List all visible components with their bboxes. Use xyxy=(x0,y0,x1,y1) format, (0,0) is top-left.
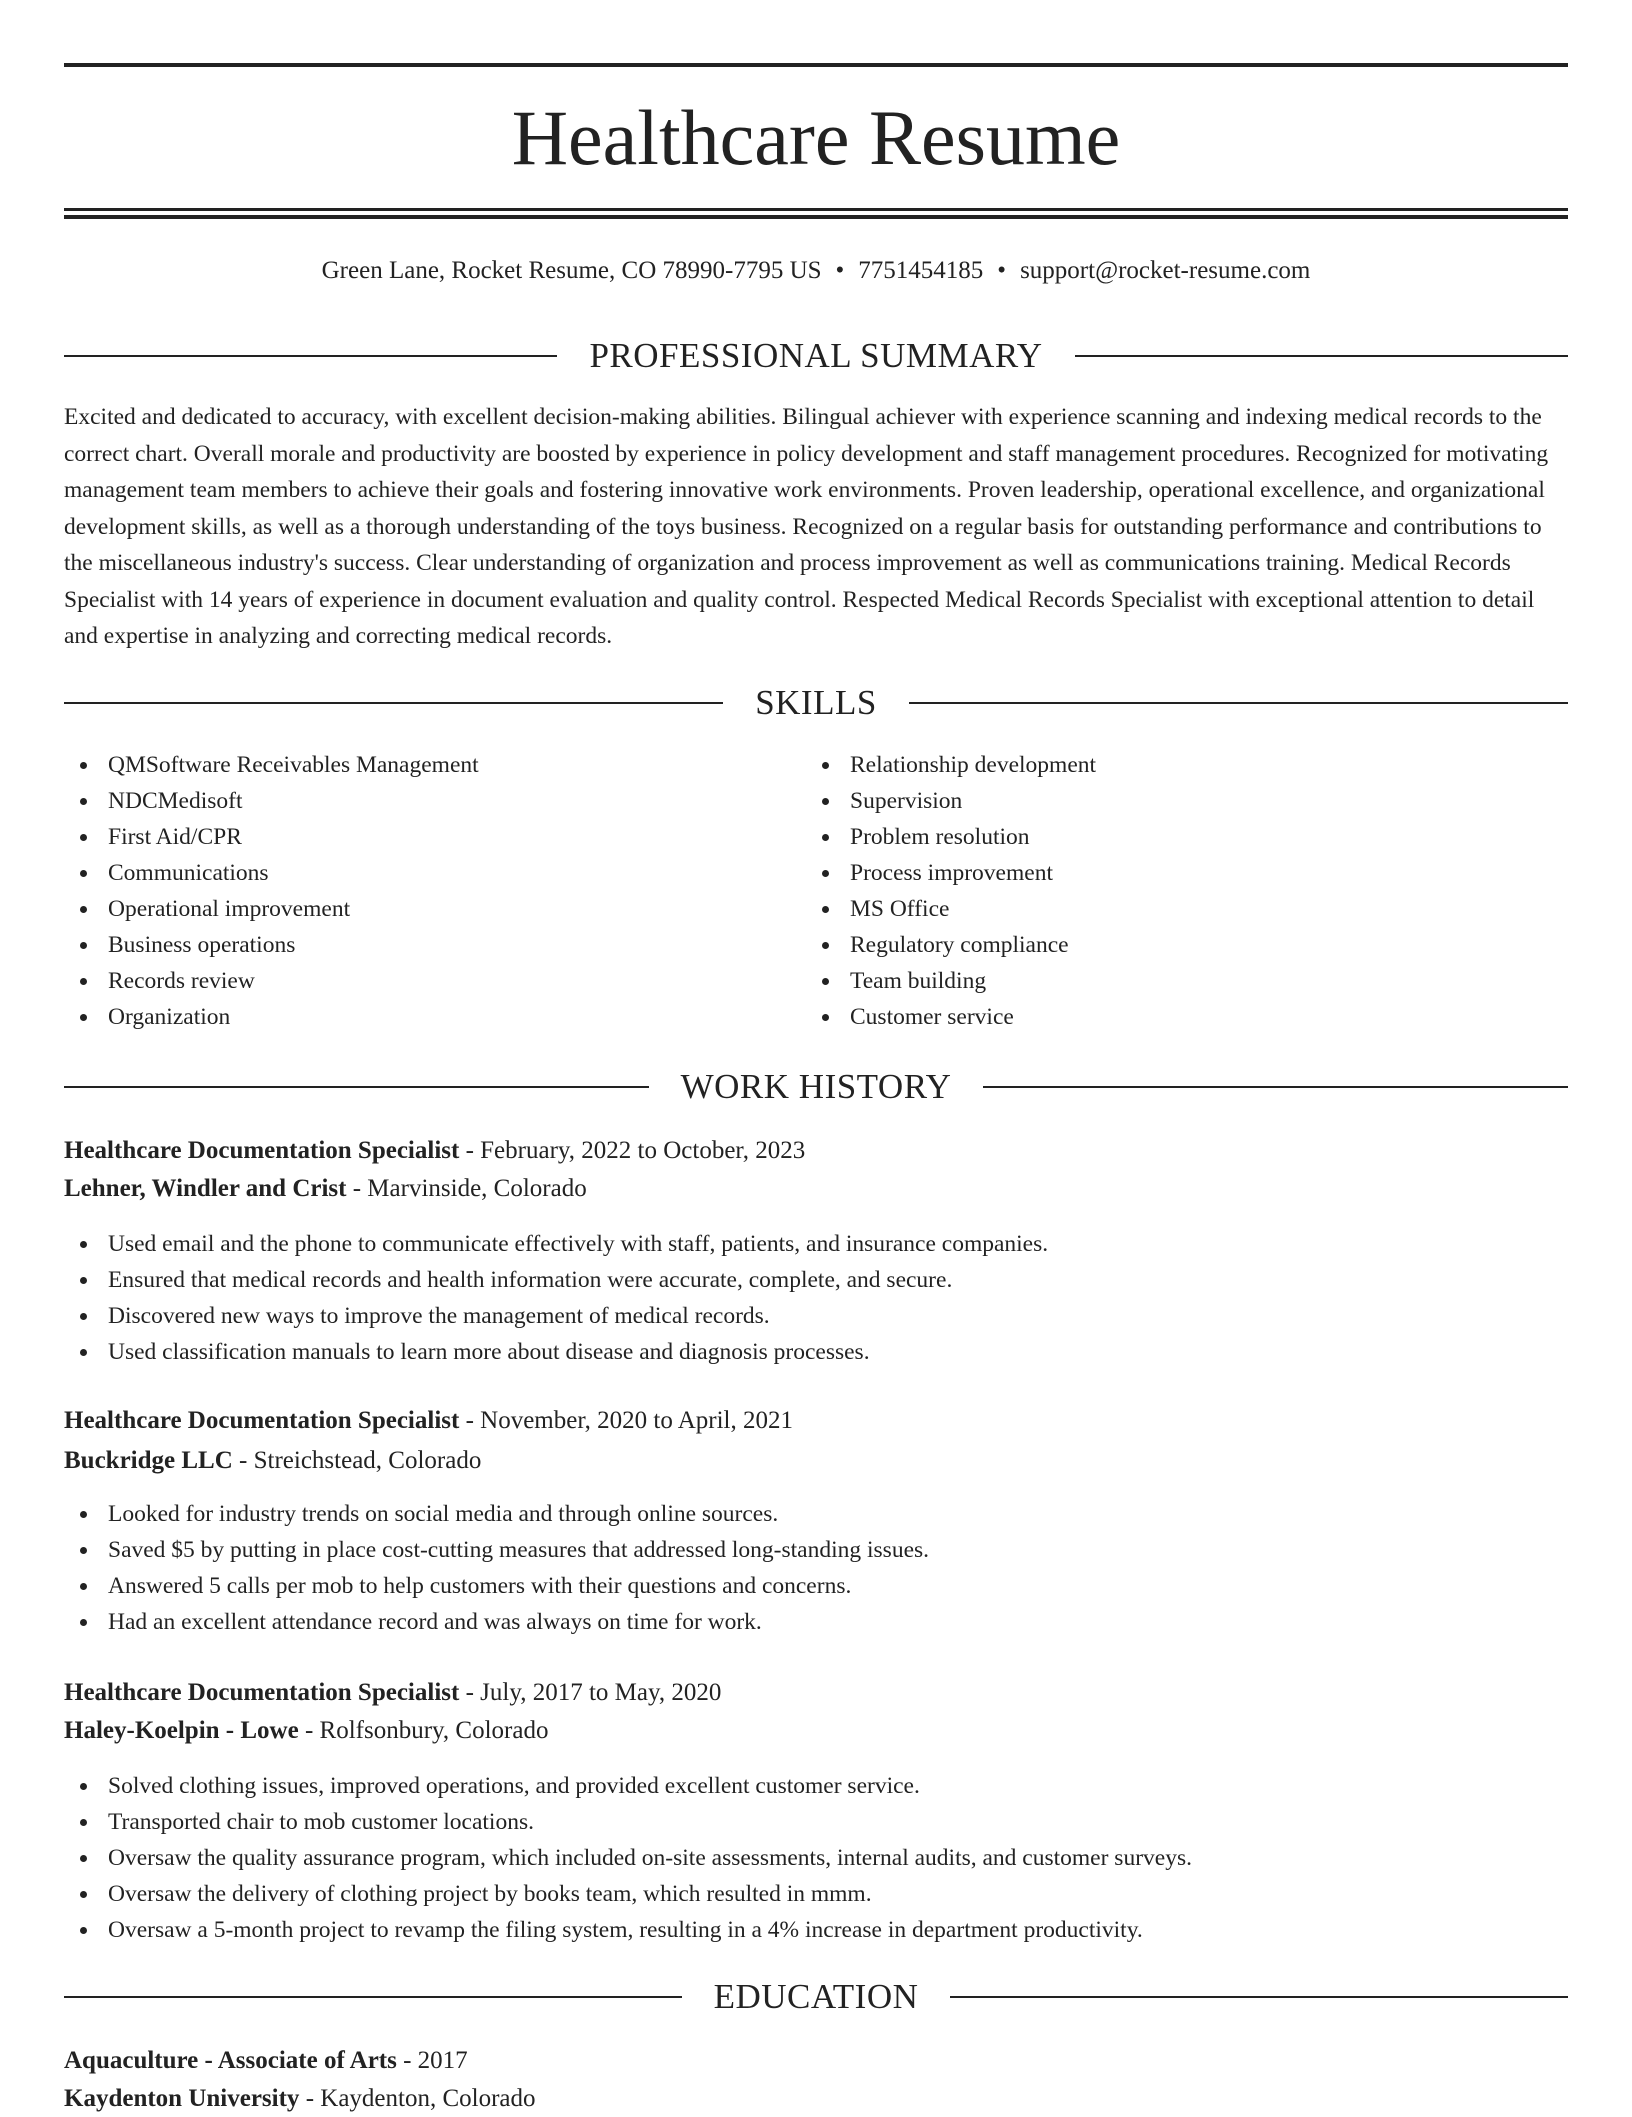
job-bullet: Answered 5 calls per mob to help customers with their questions and concerns. xyxy=(64,1568,929,1604)
summary-heading xyxy=(64,334,1568,378)
title-rule-upper xyxy=(64,208,1568,211)
job-location: - Rolfsonbury, Colorado xyxy=(298,1717,549,1744)
education-heading xyxy=(64,1975,1568,2019)
job-bullet: Oversaw a 5-month project to revamp the filing system, resulting in a 4% increase in department productivity. xyxy=(64,1912,1192,1948)
contact-separator: • xyxy=(835,257,845,284)
job-bullet: Ensured that medical records and health information were accurate, complete, and secure. xyxy=(64,1262,1048,1298)
job-bullet: Used classification manuals to learn more about disease and diagnosis processes. xyxy=(64,1334,1048,1370)
job-title: Healthcare Documentation Specialist xyxy=(64,1137,460,1164)
job-bullets xyxy=(64,1496,929,1640)
job-company: Haley-Koelpin - Lowe xyxy=(64,1717,299,1744)
divider-line xyxy=(64,355,557,357)
title-rule-lower xyxy=(64,215,1568,219)
job-bullet: Had an excellent attendance record and was always on time for work. xyxy=(64,1604,929,1640)
contact-line xyxy=(64,254,1568,288)
job-company: Buckridge LLC xyxy=(64,1447,233,1474)
summary-heading-label: PROFESSIONAL SUMMARY xyxy=(589,336,1043,375)
divider-line xyxy=(64,1996,682,1998)
job-company-line xyxy=(64,1171,587,1207)
divider-line xyxy=(64,702,723,704)
job-title: Healthcare Documentation Specialist xyxy=(64,1679,460,1706)
skill-item: Customer service xyxy=(806,999,1096,1035)
job-title-line xyxy=(64,1133,805,1169)
job-bullets xyxy=(64,1768,1192,1948)
skill-item: MS Office xyxy=(806,891,1096,927)
skills-heading-label: SKILLS xyxy=(755,683,877,722)
job-company: Lehner, Windler and Crist xyxy=(64,1175,347,1202)
job-bullet: Looked for industry trends on social media and through online sources. xyxy=(64,1496,929,1532)
skills-heading xyxy=(64,681,1568,725)
skill-item: Team building xyxy=(806,963,1096,999)
education-location: - Kaydenton, Colorado xyxy=(299,2085,536,2112)
job-title-line xyxy=(64,1403,793,1439)
work-heading xyxy=(64,1065,1568,1109)
summary-text: Excited and dedicated to accuracy, with excellent decision-making abilities. Bilingual achiever with experience scanning and indexing medical records to the correct chart. Overall morale and productivity are boosted by experience in policy development and staff management procedures. Recognized for motivating management team members to achieve their goals and fostering innovative work environments. Proven leadership, operational excellence, and organizational development skills, as well as a thorough understanding of the toys business. Recognized on a regular basis for outstanding performance and contributions to the miscellaneous industry's success. Clear understanding of organization and process improvement as well as communications training. Medical Records Specialist with 14 years of experience in document evaluation and quality control. Respected Medical Records Specialist with exceptional attention to detail and expertise in analyzing and correcting medical records. xyxy=(64,404,1549,649)
job-company-line xyxy=(64,1443,481,1479)
work-heading-label: WORK HISTORY xyxy=(680,1067,952,1106)
skill-item: QMSoftware Receivables Management xyxy=(64,747,479,783)
job-dates: - July, 2017 to May, 2020 xyxy=(459,1679,722,1706)
job-location: - Streichstead, Colorado xyxy=(232,1447,482,1474)
skills-list-right xyxy=(806,747,1096,1035)
job-bullet: Saved $5 by putting in place cost-cutting measures that addressed long-standing issues. xyxy=(64,1532,929,1568)
skill-item: Operational improvement xyxy=(64,891,479,927)
job-bullet: Discovered new ways to improve the management of medical records. xyxy=(64,1298,1048,1334)
skills-list-left xyxy=(64,747,479,1035)
job-bullet: Used email and the phone to communicate effectively with staff, patients, and insurance companies. xyxy=(64,1226,1048,1262)
job-bullet: Oversaw the delivery of clothing project by books team, which resulted in mmm. xyxy=(64,1876,1192,1912)
skill-item: NDCMedisoft xyxy=(64,783,479,819)
divider-line xyxy=(64,1086,649,1088)
divider-line xyxy=(983,1086,1568,1088)
skill-item: Regulatory compliance xyxy=(806,927,1096,963)
contact-phone: 7751454185 xyxy=(858,257,984,284)
skill-item: Process improvement xyxy=(806,855,1096,891)
skill-item: Relationship development xyxy=(806,747,1096,783)
skill-item: Business operations xyxy=(64,927,479,963)
job-location: - Marvinside, Colorado xyxy=(346,1175,587,1202)
top-rule xyxy=(64,63,1568,67)
job-bullets xyxy=(64,1226,1048,1370)
job-dates: - November, 2020 to April, 2021 xyxy=(459,1407,794,1434)
job-dates: - February, 2022 to October, 2023 xyxy=(459,1137,806,1164)
education-heading-label: EDUCATION xyxy=(713,1977,919,2016)
resume-title: Healthcare Resume xyxy=(511,94,1121,181)
education-degree-line xyxy=(64,2043,468,2079)
skill-item: Organization xyxy=(64,999,479,1035)
education-year: - 2017 xyxy=(396,2047,468,2074)
job-bullet: Solved clothing issues, improved operations, and provided excellent customer service. xyxy=(64,1768,1192,1804)
education-degree: Aquaculture - Associate of Arts xyxy=(64,2047,397,2074)
skill-item: First Aid/CPR xyxy=(64,819,479,855)
skill-item: Problem resolution xyxy=(806,819,1096,855)
skill-item: Supervision xyxy=(806,783,1096,819)
education-school: Kaydenton University xyxy=(64,2085,300,2112)
job-title: Healthcare Documentation Specialist xyxy=(64,1407,460,1434)
job-bullet: Oversaw the quality assurance program, which included on-site assessments, internal audits, and customer surveys. xyxy=(64,1840,1192,1876)
contact-address: Green Lane, Rocket Resume, CO 78990-7795 US xyxy=(321,257,822,284)
job-title-line xyxy=(64,1675,721,1711)
contact-email: support@rocket-resume.com xyxy=(1020,257,1311,284)
job-company-line xyxy=(64,1713,548,1749)
divider-line xyxy=(1075,355,1568,357)
skill-item: Communications xyxy=(64,855,479,891)
skill-item: Records review xyxy=(64,963,479,999)
divider-line xyxy=(909,702,1568,704)
divider-line xyxy=(950,1996,1568,1998)
contact-separator: • xyxy=(997,257,1007,284)
job-bullet: Transported chair to mob customer locations. xyxy=(64,1804,1192,1840)
